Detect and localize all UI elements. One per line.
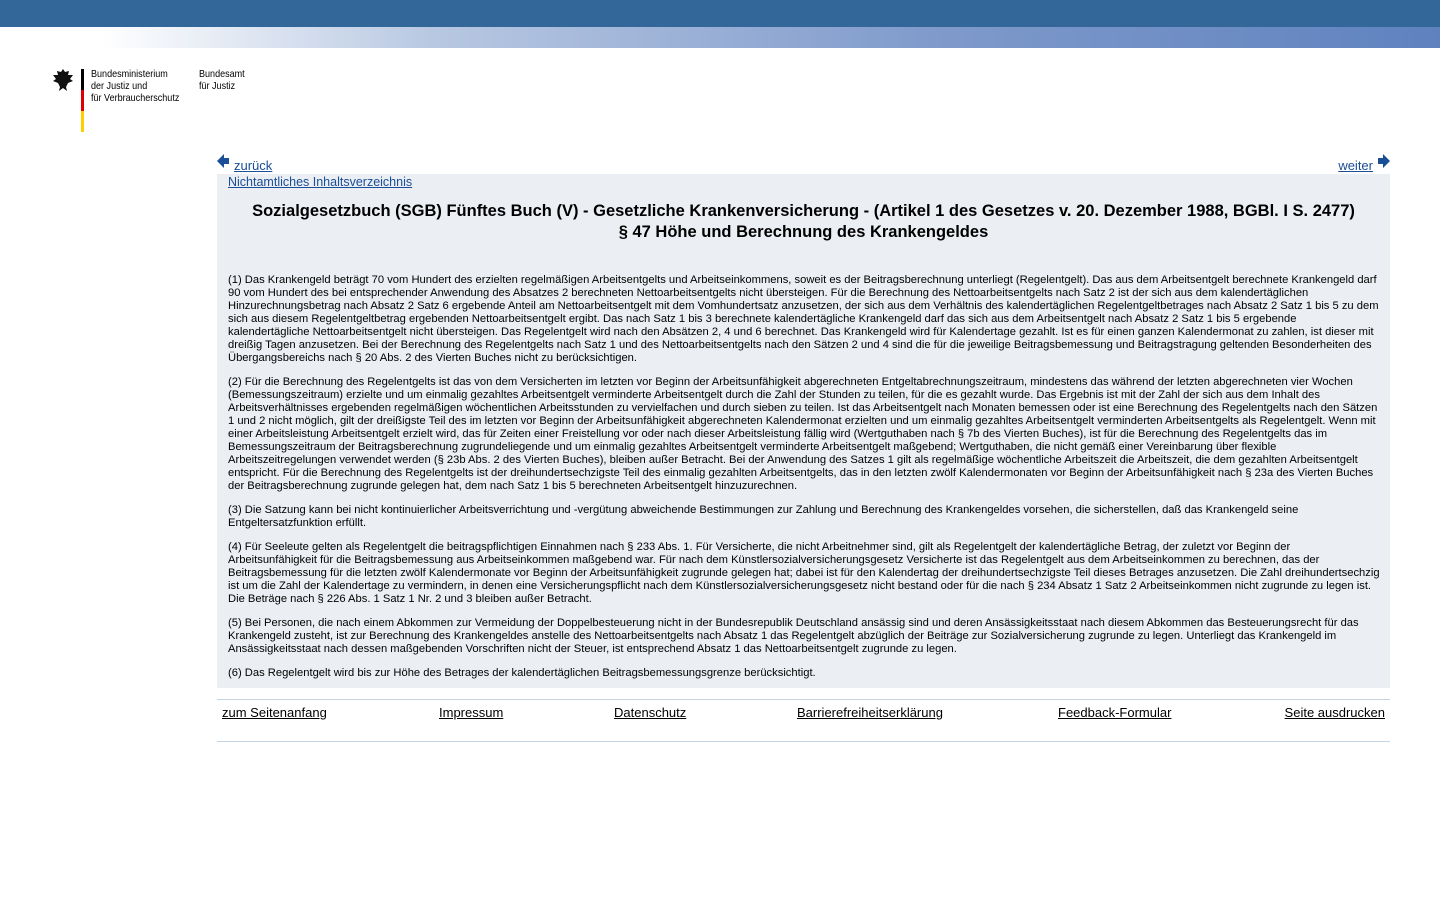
ministry-logo [52, 67, 252, 133]
content-panel [217, 174, 1390, 688]
gradient-bar [0, 27, 1440, 48]
document-nav [217, 153, 1390, 175]
document-heading [237, 201, 1370, 243]
paragraph-2: (2) Für die Berechnung des Regelentgelts ist das von dem Versicherten im letzten vor Beginn der Arbeitsunfähigkeit abgerechneten Entgeltabrechnungszeitraum, mindestens das während der letzten abgerechneten vier Wochen (Bemessungszeitraum) erzielte und um einmalig gezahltes Arbeitsentgelt verminderte Arbeitsentgelt durch die Zahl der Stunden zu teilen, für die es gezahlt wurde. Das Ergebnis ist mit der Zahl der sich aus dem Inhalt des Arbeitsverhältnisses ergebenden regelmäßigen wöchentlichen Arbeitsstunden zu vervielfachen und durch sieben zu teilen. Ist das Arbeitsentgelt nach Monaten bemessen oder ist eine Berechnung des Regelentgelts nach den Sätzen 1 und 2 nicht möglich, gilt der dreißigste Teil des im letzten vor Beginn der Arbeitsunfähigkeit abgerechneten Kalendermonat erzielten und um einmalig gezahltes Arbeitsentgelt verminderten Arbeitsentgelts als Regelentgelt. Wenn mit einer Arbeitsleistung Arbeitsentgelt erzielt wird, das für Zeiten einer Freistellung vor oder nach dieser Arbeitsleistung fällig wird (Wertguthaben nach § 7b des Vierten Buches), ist für die Berechnung des Regelentgelts das im Bemessungszeitraum der Beitragsberechnung zugrundeliegende und um einmalig gezahltes Arbeitsentgelt verminderte Arbeitsentgelt maßgebend; Wertguthaben, die nicht gemäß einer Vereinbarung über flexible Arbeitszeitregelungen verwendet werden (§ 23b Abs. 2 des Vierten Buches), bleiben außer Betracht. Bei der Anwendung des Satzes 1 gilt als regelmäßige wöchentliche Arbeitszeit die Arbeitszeit, die dem gezahlten Arbeitsentgelt entspricht. Für die Berechnung des Regelentgelts ist der dreihundertsechzigste Teil des einmalig gezahlten Arbeitsentgelts, das in den letzten zwölf Kalendermonaten vor Beginn der Arbeitsunfähigkeit nach § 23a des Vierten Buches der Beitragsberechnung zugrunde gelegen hat, dem nach Satz 1 bis 5 berechneten Arbeitsentgelt hinzuzurechnen. [228, 376, 1378, 492]
paragraph-6: (6) Das Regelentgelt wird bis zur Höhe des Betrages der kalendertäglichen Beitragsbemessungsgrenze berücksichtigt. [228, 667, 816, 679]
footer-nav [217, 699, 1390, 742]
paragraph-3: (3) Die Satzung kann bei nicht kontinuierlicher Arbeitsverrichtung und -vergütung abweichende Bestimmungen zur Zahlung und Berechnung des Krankengeldes vorsehen, die sicherstellen, daß das Krankengeld seine Entgeltersatzfunktion erfüllt. [228, 504, 1299, 529]
footer-link-top[interactable]: zum Seitenanfang [222, 705, 327, 720]
paragraph-5: (5) Bei Personen, die nach einem Abkommen zur Vermeidung der Doppelbesteuerung nicht in der Bundesrepublik Deutschland ansässig sind und deren Ansässigkeitsstaat nach diesem Abkommen das Besteuerungsrecht für das Krankengeld zusteht, ist zur Berechnung des Krankengeldes anstelle des Nettoarbeitsentgelts nach Absatz 1 das Regelentgelt abzüglich der Beiträge zur Sozialversicherung zugrunde zu legen. Unterliegt das Krankengeld im Ansässigkeitsstaat nach dessen maßgebenden Vorschriften nicht der Steuer, ist entsprechend Absatz 1 das Nettoarbeitsentgelt zugrunde zu legen. [228, 617, 1359, 655]
federal-eagle-icon [52, 67, 74, 93]
law-title: Sozialgesetzbuch (SGB) Fünftes Buch (V) - Gesetzliche Krankenversicherung - (Artikel 1 des Gesetzes v. 20. Dezember 1988, BGBl. I S. 2477) [252, 202, 1355, 220]
top-bar [0, 0, 1440, 27]
footer-link-accessibility[interactable]: Barrierefreiheitserklärung [797, 705, 943, 720]
paragraph-1: (1) Das Krankengeld beträgt 70 vom Hundert des erzielten regelmäßigen Arbeitsentgelts und Arbeitseinkommens, soweit es der Beitragsberechnung unterliegt (Regelentgelt). Das aus dem Arbeitsentgelt berechnete Krankengeld darf 90 vom Hundert des bei entsprechender Anwendung des Absatzes 2 berechneten Nettoarbeitsentgelts nicht übersteigen. Für die Berechnung des Nettoarbeitsentgelts nach Satz 2 ist der sich aus dem kalendertäglichen Hinzurechnungsbetrag nach Absatz 2 Satz 6 ergebende Anteil am Nettoarbeitsentgelt mit dem Vomhundertsatz anzusetzen, der sich aus dem Verhältnis des kalendertäglichen Regelentgeltbetrages nach Absatz 2 Satz 1 bis 5 zu dem sich aus diesem Regelentgeltbetrag ergebenden Nettoarbeitsentgelt ergibt. Das nach Satz 1 bis 3 berechnete kalendertägliche Krankengeld darf das sich aus dem Arbeitsentgelt nach Absatz 2 Satz 1 bis 5 ergebende kalendertägliche Nettoarbeitsentgelt nicht übersteigen. Das Regelentgelt wird nach den Absätzen 2, 4 und 6 berechnet. Das Krankengeld wird für Kalendertage gezahlt. Ist es für einen ganzen Kalendermonat zu zahlen, ist dieser mit dreißig Tagen anzusetzen. Bei der Berechnung des Regelentgelts nach Satz 1 und des Nettoarbeitsentgelts nach den Sätzen 2 und 4 sind die für die jeweilige Beitragsbemessung und Beitragstragung geltenden Besonderheiten des Übergangsbereichs nach § 20 Abs. 2 des Vierten Buches nicht zu berücksichtigen. [228, 274, 1379, 364]
paragraph-4: (4) Für Seeleute gelten als Regelentgelt die beitragspflichtigen Einnahmen nach § 233 Abs. 1. Für Versicherte, die nicht Arbeitnehmer sind, gilt als Regelentgelt der kalendertägliche Betrag, der zuletzt vor Beginn der Arbeitsunfähigkeit für die Beitragsbemessung aus Arbeitseinkommen maßgebend war. Für nach dem Künstlersozialversicherungsgesetz Versicherte ist das Regelentgelt aus dem Arbeitseinkommen zu berechnen, das der Beitragsbemessung für die letzten zwölf Kalendermonate vor Beginn der Arbeitsunfähigkeit zugrunde gelegen hat; dabei ist für den Kalendertag der dreihundertsechzigste Teil dieses Betrages anzusetzen. Die Zahl dreihundertsechzig ist um die Zahl der Kalendertage zu vermindern, in denen eine Versicherungspflicht nach dem Künstlersozialversicherungsgesetz nicht bestand oder für die nach § 234 Absatz 1 Satz 2 Arbeitseinkommen nicht zugrunde zu legen ist. Die Beträge nach § 226 Abs. 1 Satz 1 Nr. 2 und 3 bleiben außer Betracht. [228, 541, 1380, 605]
back-label: zurück [234, 158, 273, 173]
footer-link-datenschutz[interactable]: Datenschutz [614, 705, 687, 720]
paragraphs [228, 274, 1380, 691]
footer-link-impressum[interactable]: Impressum [439, 705, 504, 720]
footer-link-feedback[interactable]: Feedback-Formular [1058, 705, 1172, 720]
footer-link-print[interactable]: Seite ausdrucken [1284, 705, 1385, 720]
ministry-name: Bundesministerium der Justiz und für Verbraucherschutz [91, 68, 180, 104]
office-name: Bundesamt für Justiz [199, 68, 245, 92]
forward-label: weiter [1338, 158, 1373, 173]
forward-link[interactable] [1338, 154, 1390, 173]
back-link[interactable] [217, 154, 272, 173]
arrow-right-icon [1377, 154, 1390, 168]
arrow-left-icon [217, 154, 230, 168]
section-title: § 47 Höhe und Berechnung des Krankengeldes [618, 223, 989, 241]
flag-bar [81, 69, 84, 131]
toc-link[interactable]: Nichtamtliches Inhaltsverzeichnis [228, 175, 413, 189]
